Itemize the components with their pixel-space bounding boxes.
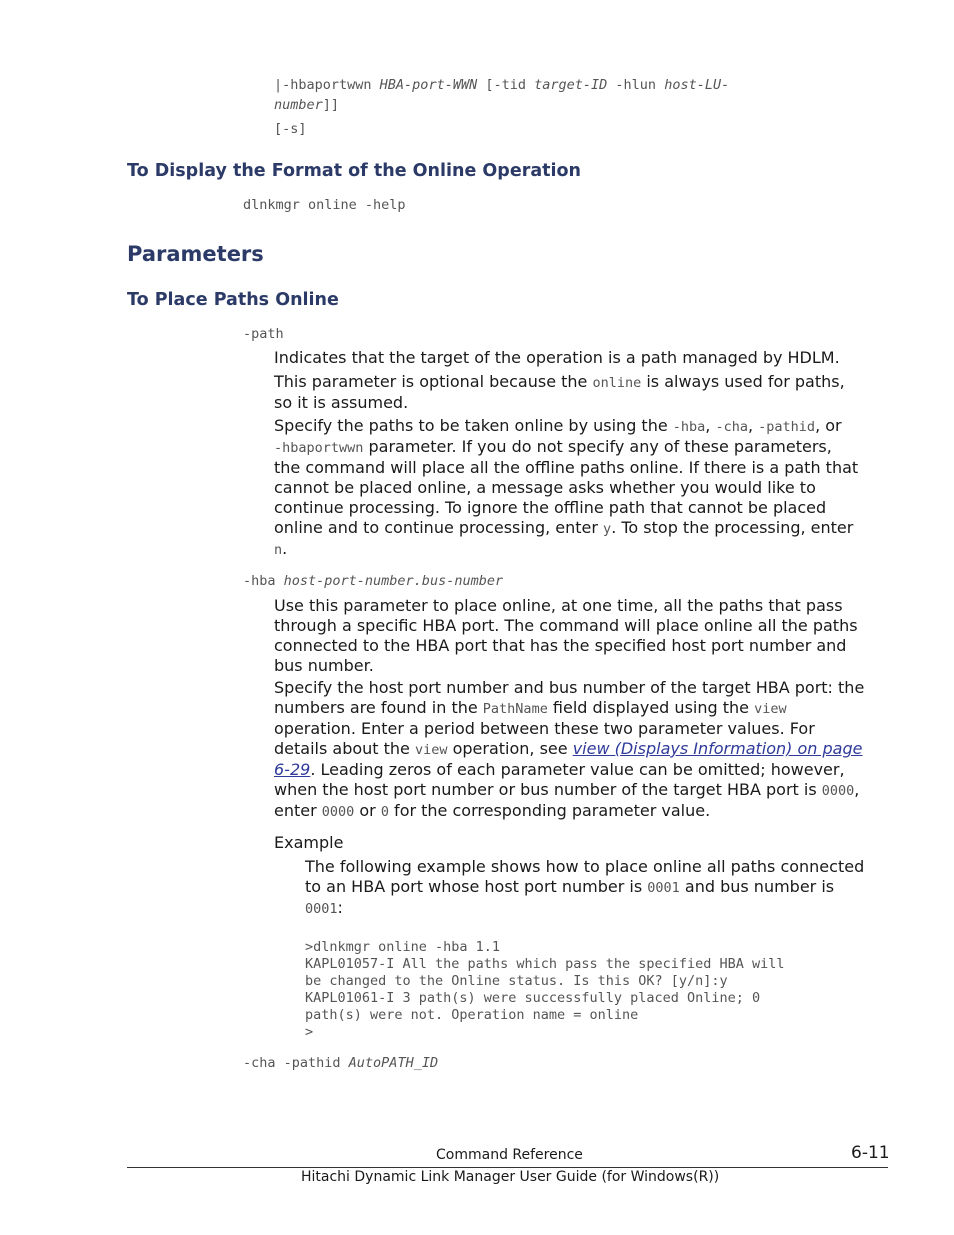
view-reference-link[interactable]: view (Displays Information) on page: [572, 739, 863, 758]
text: The following example shows how to place online all paths connected: [305, 857, 865, 876]
inline-code: 0000: [321, 804, 355, 820]
heading-place-paths-online: To Place Paths Online: [127, 290, 339, 310]
inline-code: -pathid: [758, 419, 816, 435]
syntax-placeholder: AutoPATH_ID: [348, 1055, 439, 1071]
footer-book-title: Hitachi Dynamic Link Manager User Guide (for Windows(R)): [301, 1169, 720, 1185]
text: the command will place all the offline paths online. If there is a path that: [274, 458, 859, 477]
text: details about the: [274, 739, 415, 758]
syntax-line-1: [274, 76, 729, 95]
text: ,: [854, 780, 860, 799]
code-line: KAPL01057-I All the paths which pass the specified HBA will: [305, 956, 785, 972]
text: or: [354, 801, 381, 820]
syntax-placeholder: host-port-number.bus-number: [283, 573, 504, 589]
footer-divider: [127, 1167, 888, 1168]
inline-code: -hba: [672, 419, 706, 435]
text: online and to continue processing, enter: [274, 518, 604, 537]
text: . To stop the processing, enter: [611, 518, 854, 537]
text: enter: [274, 801, 322, 820]
text: and bus number is: [679, 877, 835, 896]
text: so it is assumed.: [274, 393, 409, 412]
text: :: [337, 898, 343, 917]
text: operation, see: [447, 739, 573, 758]
syntax-text: [-tid: [477, 77, 535, 93]
text: field displayed using the: [547, 698, 755, 717]
text: ,: [705, 416, 716, 435]
text: operation. Enter a period between these two parameter values. For: [274, 719, 815, 738]
text: is always used for paths,: [641, 372, 845, 391]
text: This parameter is optional because the: [274, 372, 593, 391]
text: Specify the paths to be taken online by using the: [274, 416, 673, 435]
inline-code: y: [603, 521, 612, 537]
inline-code: n: [274, 542, 283, 558]
code-line: >: [305, 1024, 314, 1040]
text: bus number.: [274, 656, 374, 675]
code-line: path(s) were not. Operation name = online: [305, 1007, 639, 1023]
text: , or: [815, 416, 842, 435]
text: continue processing. To ignore the offline path that cannot be placed: [274, 498, 827, 517]
text: connected to the HBA port that has the specified host port number and: [274, 636, 847, 655]
syntax-line-3: [-s]: [274, 121, 307, 137]
text: parameter. If you do not specify any of these parameters,: [363, 437, 832, 456]
view-reference-link-page[interactable]: 6-29: [274, 760, 311, 779]
syntax-text: -hlun: [607, 77, 665, 93]
text: Specify the host port number and bus number of the target HBA port: the: [274, 678, 865, 697]
code-line: be changed to the Online status. Is this OK? [y/n]:y: [305, 973, 728, 989]
inline-code: view: [754, 701, 787, 717]
inline-code: view: [414, 742, 448, 758]
text: to an HBA port whose host port number is: [305, 877, 648, 896]
text: .: [282, 539, 288, 558]
example-code-block: [305, 939, 785, 1041]
footer-section: Command Reference: [436, 1147, 583, 1163]
syntax-placeholder: HBA-port-WWN: [379, 77, 478, 93]
example-label: Example: [274, 833, 344, 852]
text: through a specific HBA port. The command will place online all the paths: [274, 616, 858, 635]
code-line: >dlnkmgr online -hba 1.1: [305, 939, 501, 955]
inline-code: 0000: [821, 783, 855, 799]
help-command: dlnkmgr online -help: [243, 197, 406, 213]
syntax-text: ]]: [322, 97, 340, 113]
param-path-desc-2: [274, 372, 894, 413]
syntax-placeholder: target-ID: [534, 77, 608, 93]
param-path-desc-3: [274, 416, 894, 560]
inline-code: PathName: [482, 701, 548, 717]
inline-code: 0001: [647, 880, 680, 896]
syntax-text: -cha -pathid: [243, 1055, 349, 1071]
text: when the host port number or bus number of the target HBA port is: [274, 780, 822, 799]
heading-display-format: To Display the Format of the Online Operation: [127, 161, 581, 181]
syntax-text: |-hbaportwwn: [274, 77, 380, 93]
heading-parameters: Parameters: [127, 242, 264, 266]
text: cannot be placed online, a message asks whether you would like to: [274, 478, 816, 497]
inline-code: -cha: [715, 419, 748, 435]
inline-code: -hbaportwwn: [274, 440, 364, 456]
text: numbers are found in the: [274, 698, 483, 717]
footer-page-number: 6-11: [851, 1143, 890, 1163]
param-cha-pathid-name: [243, 1054, 438, 1073]
inline-code: online: [592, 375, 642, 391]
example-desc: [305, 857, 895, 919]
code-line: KAPL01061-I 3 path(s) were successfully placed Online; 0: [305, 990, 761, 1006]
syntax-placeholder: host-LU-: [664, 77, 730, 93]
syntax-line-2: [274, 96, 339, 115]
param-path-name: -path: [243, 326, 284, 342]
inline-code: 0: [380, 804, 389, 820]
param-hba-desc-2: [274, 678, 894, 822]
param-hba-name: [243, 572, 503, 591]
param-path-desc-1: Indicates that the target of the operation is a path managed by HDLM.: [274, 348, 840, 367]
inline-code: 0001: [305, 901, 338, 917]
text: . Leading zeros of each parameter value can be omitted; however,: [310, 760, 845, 779]
param-hba-desc-1: [274, 596, 894, 676]
text: Use this parameter to place online, at one time, all the paths that pass: [274, 596, 843, 615]
text: for the corresponding parameter value.: [388, 801, 711, 820]
syntax-placeholder: number: [274, 97, 323, 113]
text: ,: [747, 416, 759, 435]
syntax-text: -hba: [243, 573, 284, 589]
